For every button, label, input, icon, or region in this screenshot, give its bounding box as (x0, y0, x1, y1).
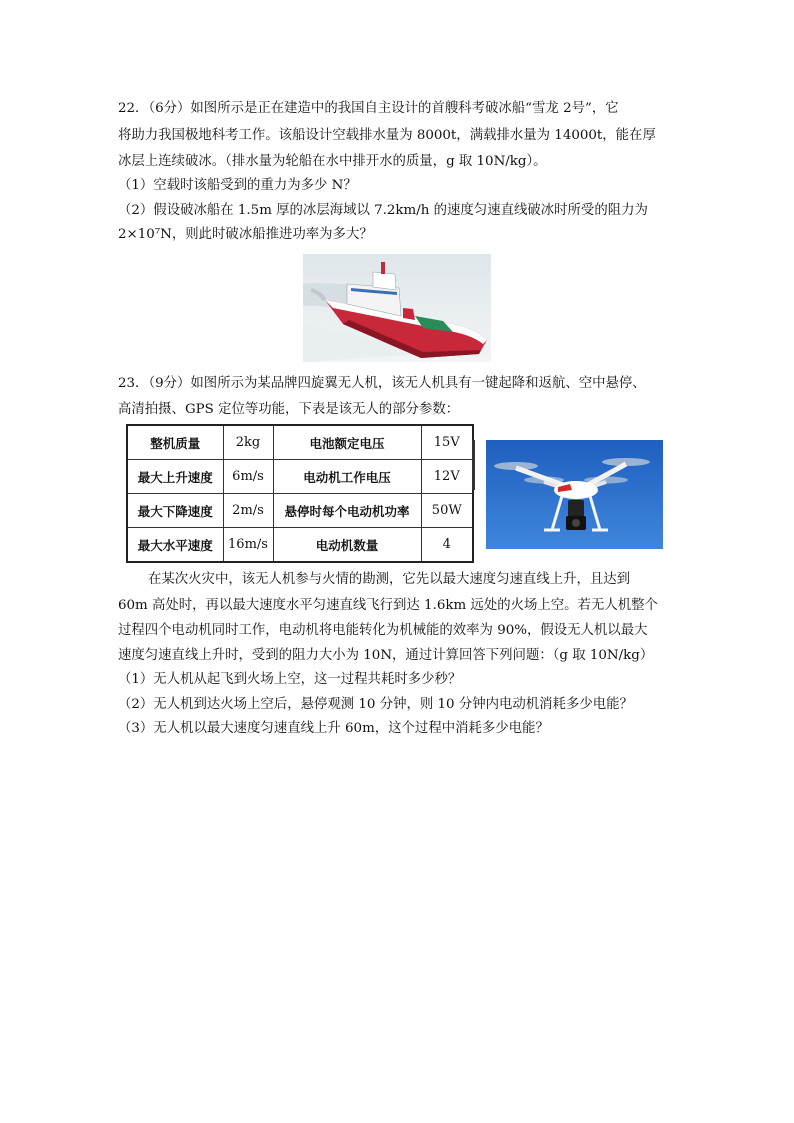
q22-sub-2: （2）假设破冰船在 1.5m 厚的冰层海域以 7.2km/h 的速度匀速直线破冰时所受的阻力为 (118, 203, 648, 218)
q23-para-4: 速度匀速直线上升时，受到的阻力大小为 10N，通过计算回答下列问题：（g 取 10N/kg） (118, 648, 654, 663)
table-cell: 最大水平速度 (127, 528, 223, 563)
table-cell: 2m/s (223, 494, 273, 528)
table-cell: 电池额定电压 (273, 425, 421, 460)
table-cell: 电动机数量 (273, 528, 421, 563)
q22-line-1: 22．（6分）如图所示是正在建造中的我国自主设计的首艘科考破冰船“雪龙 2号”，它 (118, 101, 619, 116)
q23-sub-3: （3）无人机以最大速度匀速直线上升 60m，这个过程中消耗多少电能？ (118, 721, 549, 736)
table-cell: 50W (421, 494, 473, 528)
table-cell: 悬停时每个电动机功率 (273, 494, 421, 528)
table-cell: 4 (421, 528, 473, 563)
q23-para-1: 在某次火灾中，该无人机参与火情的勘测，它先以最大速度匀速直线上升，且达到 (148, 572, 631, 587)
q23-line-1: 23．（9分）如图所示为某品牌四旋翼无人机，该无人机具有一键起降和返航、空中悬停、 (118, 376, 646, 391)
table-cell: 15V (421, 425, 473, 460)
q23-line-2: 高清拍摄、GPS 定位等功能，下表是该无人的部分参数： (118, 402, 460, 417)
table-row (127, 460, 473, 494)
table-row (127, 528, 473, 563)
q22-sub-2-cont: 2×10⁷N，则此时破冰船推进功率为多大？ (118, 227, 373, 242)
drone-spec-table (126, 424, 474, 563)
table-cell: 电动机工作电压 (273, 460, 421, 494)
q23-para-3: 过程四个电动机同时工作，电动机将电能转化为机械能的效率为 90%，假设无人机以最大 (118, 623, 648, 638)
table-edge-shadow (472, 440, 475, 490)
icebreaker-ship-image (303, 254, 491, 362)
quadcopter-drone-image (486, 440, 663, 549)
q22-sub-1: （1）空载时该船受到的重力为多少 N？ (118, 178, 357, 193)
q23-sub-2: （2）无人机到达火场上空后，悬停观测 10 分钟，则 10 分钟内电动机消耗多少电能？ (118, 697, 633, 712)
table-row (127, 494, 473, 528)
q23-para-2: 60m 高处时，再以最大速度水平匀速直线飞行到达 1.6km 远处的火场上空。若无人机整个 (118, 598, 658, 613)
table-cell: 16m/s (223, 528, 273, 563)
table-cell: 12V (421, 460, 473, 494)
table-cell: 最大下降速度 (127, 494, 223, 528)
q22-line-2: 将助力我国极地科考工作。该船设计空载排水量为 8000t，满载排水量为 14000t，能在厚 (118, 128, 656, 143)
table-cell: 整机质量 (127, 425, 223, 460)
q22-line-3: 冰层上连续破冰。（排水量为轮船在水中排开水的质量，g 取 10N/kg）。 (118, 154, 547, 169)
table-cell: 最大上升速度 (127, 460, 223, 494)
table-row (127, 425, 473, 460)
table-cell: 2kg (223, 425, 273, 460)
table-cell: 6m/s (223, 460, 273, 494)
q23-sub-1: （1）无人机从起飞到火场上空，这一过程共耗时多少秒？ (118, 672, 462, 687)
